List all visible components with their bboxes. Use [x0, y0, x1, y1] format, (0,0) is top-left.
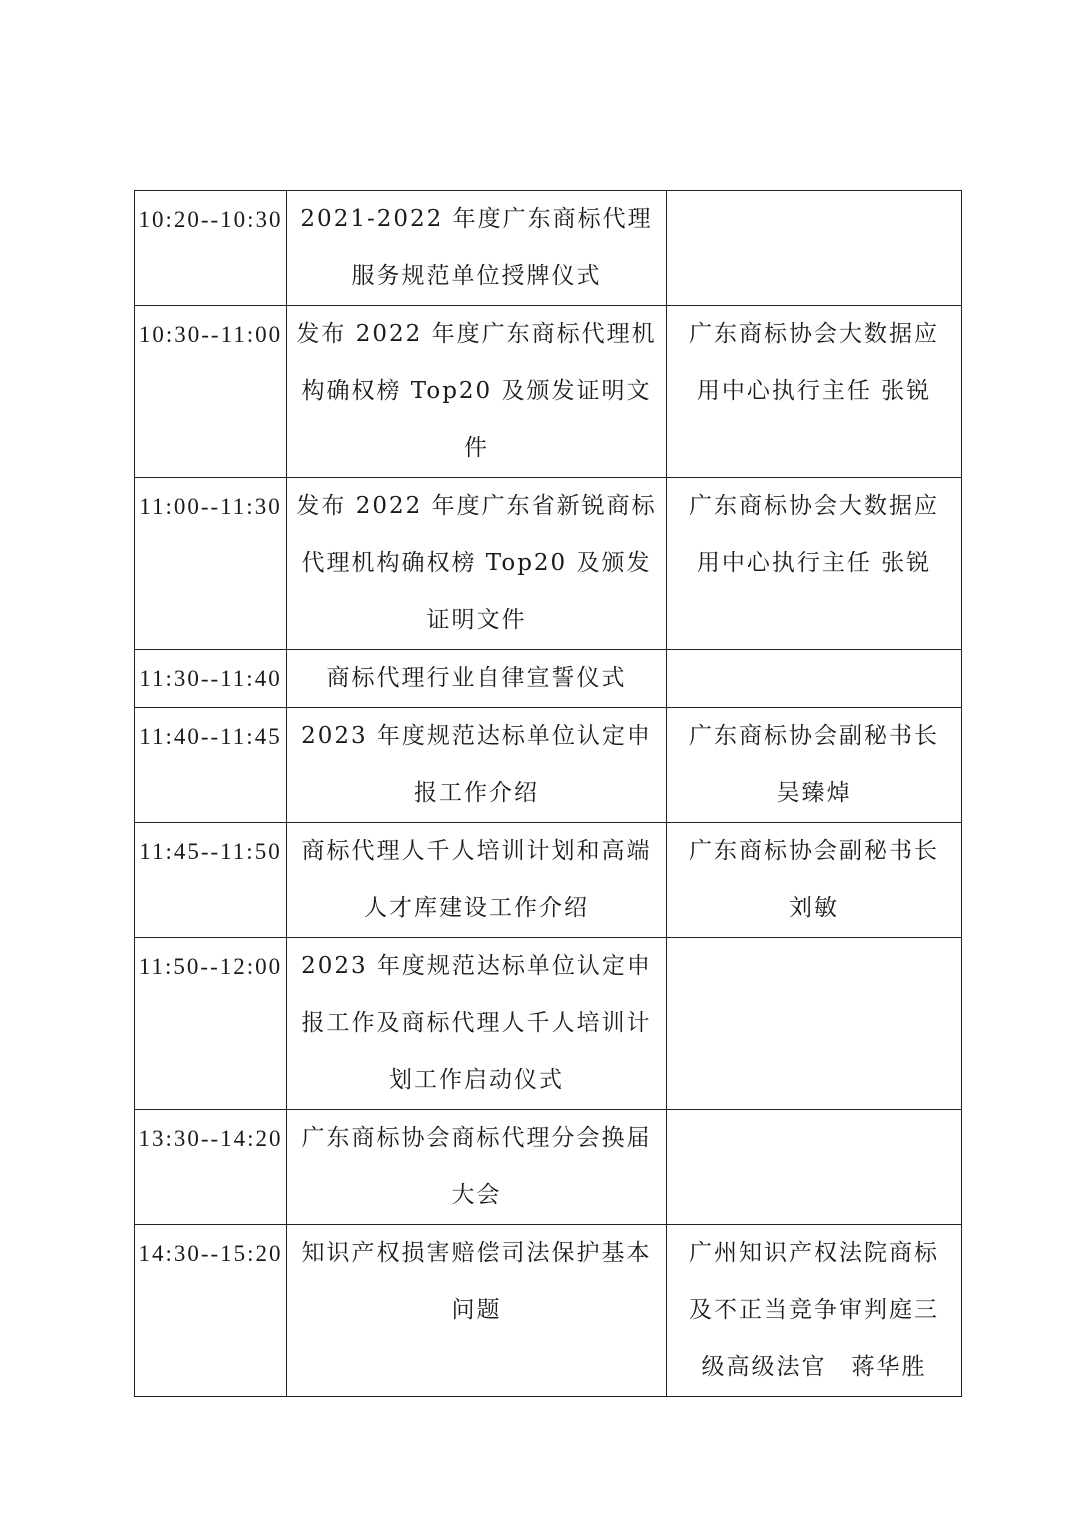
item-text: 发布 2022 年度广东省新锐商标代理机构确权榜 Top20 及颁发证明文件 [296, 493, 657, 633]
time-cell: 11:40--11:45 [135, 708, 287, 823]
item-text: 2021-2022 年度广东商标代理服务规范单位授牌仪式 [300, 206, 653, 289]
item-text: 2023 年度规范达标单位认定申报工作及商标代理人千人培训计划工作启动仪式 [301, 953, 652, 1093]
item-text: 广东商标协会商标代理分会换届大会 [301, 1125, 652, 1208]
item-text: 商标代理人千人培训计划和高端人才库建设工作介绍 [301, 838, 652, 921]
table-row [135, 650, 962, 708]
item-text: 商标代理行业自律宣誓仪式 [326, 665, 627, 691]
speaker-cell [667, 938, 962, 1110]
speaker-cell [667, 306, 962, 478]
time-cell: 14:30--15:20 [135, 1225, 287, 1397]
item-cell [287, 650, 667, 708]
speaker-cell [667, 708, 962, 823]
table-row [135, 938, 962, 1110]
time-cell: 10:20--10:30 [135, 191, 287, 306]
item-cell [287, 306, 667, 478]
time-cell: 11:50--12:00 [135, 938, 287, 1110]
item-cell [287, 823, 667, 938]
speaker-cell [667, 1225, 962, 1397]
speaker-text: 广东商标协会副秘书长 刘敏 [689, 838, 939, 921]
item-cell [287, 708, 667, 823]
table-row [135, 823, 962, 938]
table-row [135, 1225, 962, 1397]
speaker-cell [667, 1110, 962, 1225]
speaker-cell [667, 823, 962, 938]
item-text: 知识产权损害赔偿司法保护基本问题 [301, 1240, 652, 1323]
time-cell: 10:30--11:00 [135, 306, 287, 478]
table-row [135, 1110, 962, 1225]
speaker-cell [667, 478, 962, 650]
schedule-table [134, 190, 962, 1397]
speaker-cell [667, 650, 962, 708]
item-cell [287, 478, 667, 650]
speaker-cell [667, 191, 962, 306]
table-row [135, 478, 962, 650]
table-row [135, 191, 962, 306]
item-text: 2023 年度规范达标单位认定申报工作介绍 [301, 723, 652, 806]
speaker-text: 广州知识产权法院商标及不正当竞争审判庭三级高级法官 蒋华胜 [689, 1240, 939, 1380]
time-cell: 11:30--11:40 [135, 650, 287, 708]
speaker-text: 广东商标协会副秘书长 吴臻焯 [689, 723, 939, 806]
table-row [135, 708, 962, 823]
item-cell [287, 938, 667, 1110]
table-row [135, 306, 962, 478]
time-cell: 11:45--11:50 [135, 823, 287, 938]
speaker-text: 广东商标协会大数据应用中心执行主任 张锐 [689, 493, 939, 576]
time-cell: 13:30--14:20 [135, 1110, 287, 1225]
item-cell [287, 1110, 667, 1225]
item-cell [287, 1225, 667, 1397]
item-cell [287, 191, 667, 306]
time-cell: 11:00--11:30 [135, 478, 287, 650]
item-text: 发布 2022 年度广东商标代理机构确权榜 Top20 及颁发证明文件 [296, 321, 657, 461]
speaker-text: 广东商标协会大数据应用中心执行主任 张锐 [689, 321, 939, 404]
